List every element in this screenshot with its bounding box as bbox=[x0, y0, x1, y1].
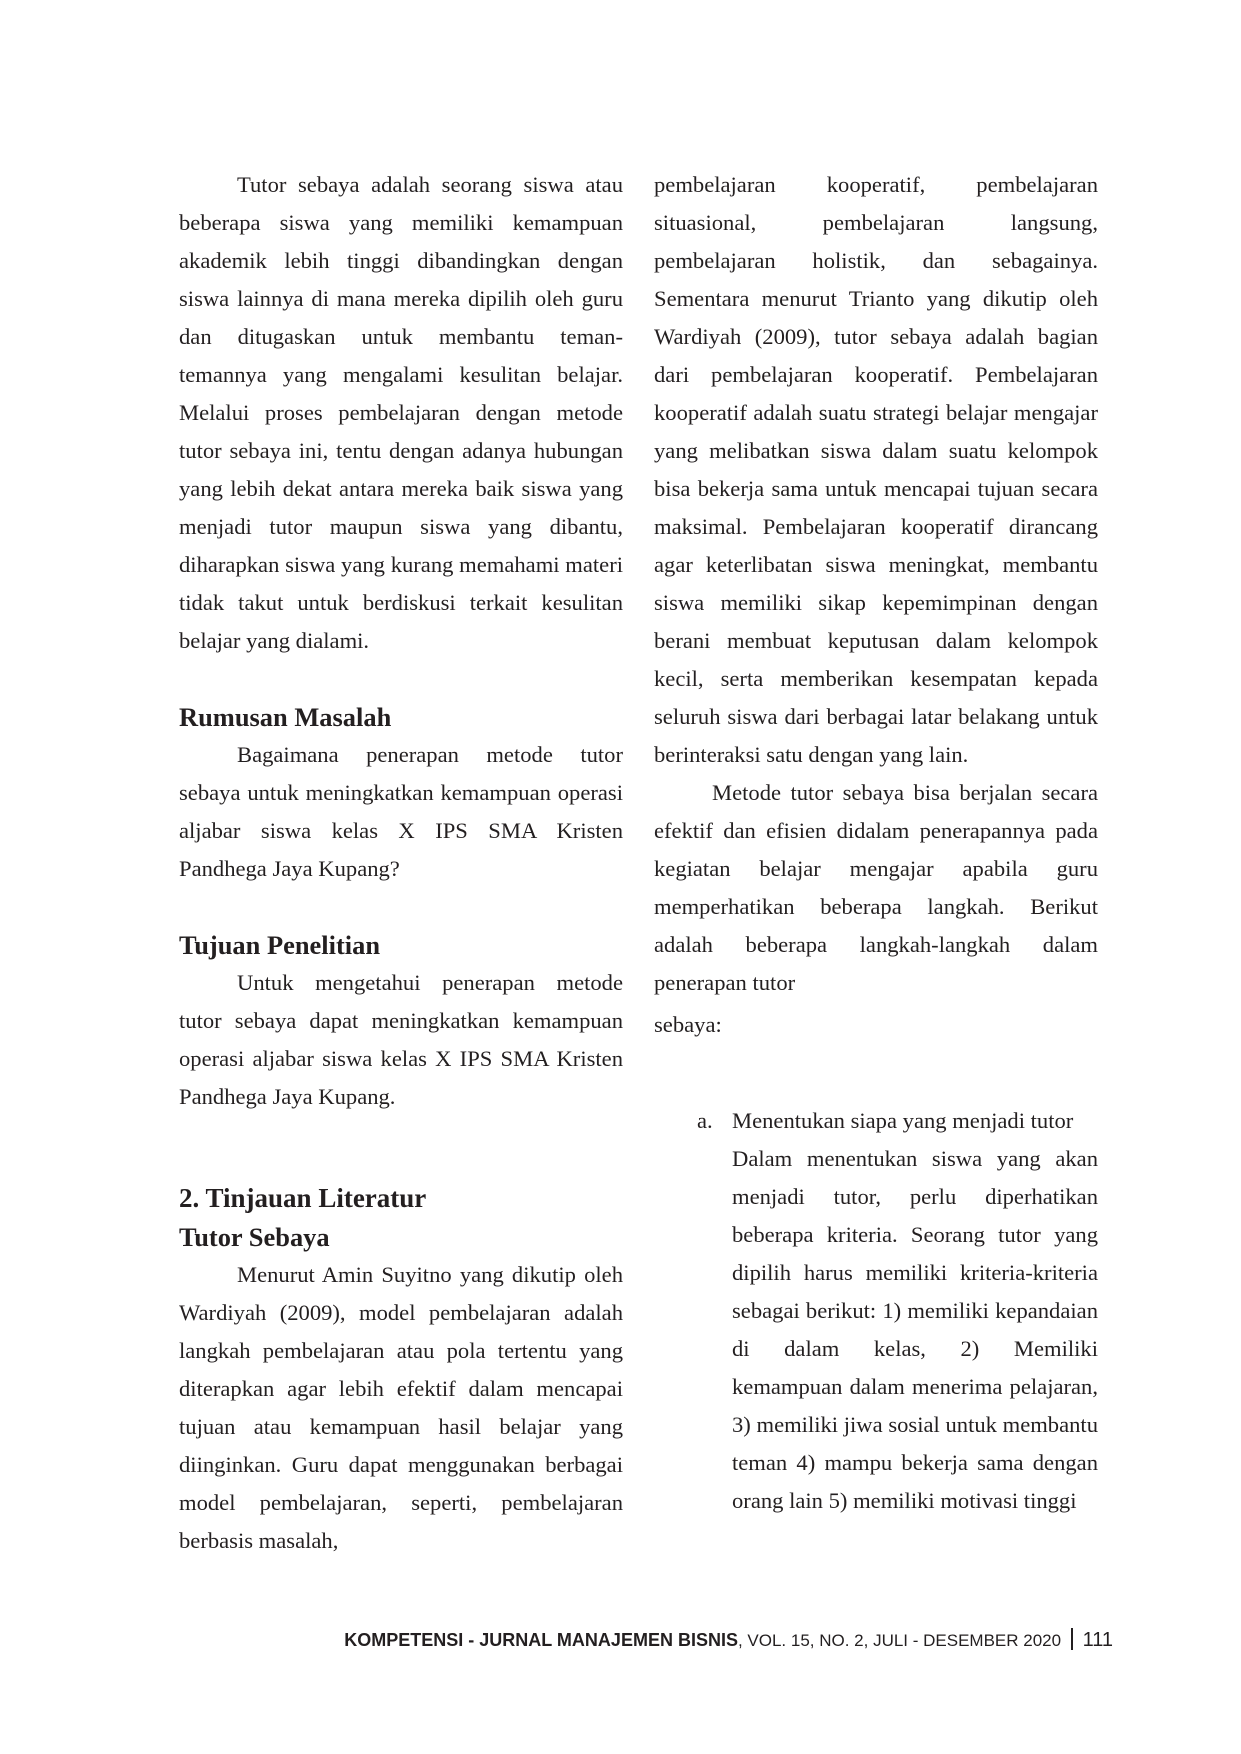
rumusan-masalah-text: Bagaimana penerapan metode tutor sebaya untuk meningkatkan kemampuan operasi aljabar siswa kelas X IPS SMA Kristen Pandhega Jaya Kupang? bbox=[179, 742, 623, 881]
list-item-body: Dalam menentukan siswa yang akan menjadi tutor, perlu diperhatikan beberapa kriteria. Seorang tutor yang dipilih harus memiliki kriteria-kriteria sebagai berikut: 1) memiliki kepandaian di dalam kelas, 2) Memiliki kemampuan dalam menerima pelajaran, 3) memiliki jiwa sosial untuk membantu teman 4) mampu bekerja sama dengan orang lain 5) memiliki motivasi tinggi bbox=[732, 1146, 1098, 1513]
metode-paragraph-end: sebaya: bbox=[654, 1012, 722, 1037]
intro-paragraph: Tutor sebaya adalah seorang siswa atau beberapa siswa yang memiliki kemampuan akademik lebih tinggi dibandingkan dengan siswa lainnya di mana mereka dipilih oleh guru dan ditugaskan untuk membantu teman-temannya yang mengalami kesulitan belajar. Melalui proses pembelajaran dengan metode tutor sebaya ini, tentu dengan adanya hubungan yang lebih dekat antara mereka baik siswa yang menjadi tutor maupun siswa yang dibantu, diharapkan siswa yang kurang memahami materi tidak takut untuk berdiskusi terkait kesulitan belajar yang dialami. bbox=[179, 172, 623, 653]
rumusan-masalah-heading: Rumusan Masalah bbox=[179, 702, 392, 732]
journal-name: KOMPETENSI - JURNAL MANAJEMEN BISNIS bbox=[344, 1630, 738, 1650]
tujuan-penelitian-heading: Tujuan Penelitian bbox=[179, 930, 381, 960]
list-item-a bbox=[654, 1102, 1098, 1520]
page-number: 111 bbox=[1082, 1629, 1113, 1651]
footer-divider bbox=[1071, 1628, 1073, 1650]
list-item-title: Menentukan siapa yang menjadi tutor bbox=[732, 1108, 1074, 1133]
tujuan-penelitian-text: Untuk mengetahui penerapan metode tutor sebaya dapat meningkatkan kemampuan operasi aljabar siswa kelas X IPS SMA Kristen Pandhega Jaya Kupang. bbox=[179, 970, 623, 1109]
kooperatif-paragraph: pembelajaran kooperatif, pembelajaran situasional, pembelajaran langsung, pembelajaran holistik, dan sebagainya. Sementara menurut Trianto yang dikutip oleh Wardiyah (2009), tutor sebaya adalah bagian dari pembelajaran kooperatif. Pembelajaran kooperatif adalah suatu strategi belajar mengajar yang melibatkan siswa dalam suatu kelompok bisa bekerja sama untuk mencapai tujuan secara maksimal. Pembelajaran kooperatif dirancang agar keterlibatan siswa meningkat, membantu siswa memiliki sikap kepemimpinan dengan berani membuat keputusan dalam kelompok kecil, serta memberikan kesempatan kepada seluruh siswa dari berbagai latar belakang untuk berinteraksi satu dengan yang lain. bbox=[654, 172, 1098, 767]
page-footer bbox=[344, 1626, 1113, 1655]
journal-issue: , VOL. 15, NO. 2, JULI - DESEMBER 2020 bbox=[737, 1631, 1062, 1650]
tutor-sebaya-text: Menurut Amin Suyitno yang dikutip oleh Wardiyah (2009), model pembelajaran adalah langkah pembelajaran atau pola tertentu yang diterapkan agar lebih efektif dalam mencapai tujuan atau kemampuan hasil belajar yang diinginkan. Guru dapat menggunakan berbagai model pembelajaran, seperti, pembelajaran berbasis masalah, bbox=[179, 1262, 623, 1553]
section-title: 2. Tinjauan Literatur bbox=[179, 1183, 427, 1213]
metode-paragraph: Metode tutor sebaya bisa berjalan secara efektif dan efisien didalam penerapannya pada kegiatan belajar mengajar apabila guru memperhatikan beberapa langkah. Berikut adalah beberapa langkah-langkah dalam penerapan tutor bbox=[654, 780, 1098, 995]
list-marker: a. bbox=[697, 1108, 713, 1133]
left-column bbox=[179, 166, 623, 1560]
tutor-sebaya-heading: Tutor Sebaya bbox=[179, 1222, 330, 1252]
right-column bbox=[654, 166, 1098, 1520]
